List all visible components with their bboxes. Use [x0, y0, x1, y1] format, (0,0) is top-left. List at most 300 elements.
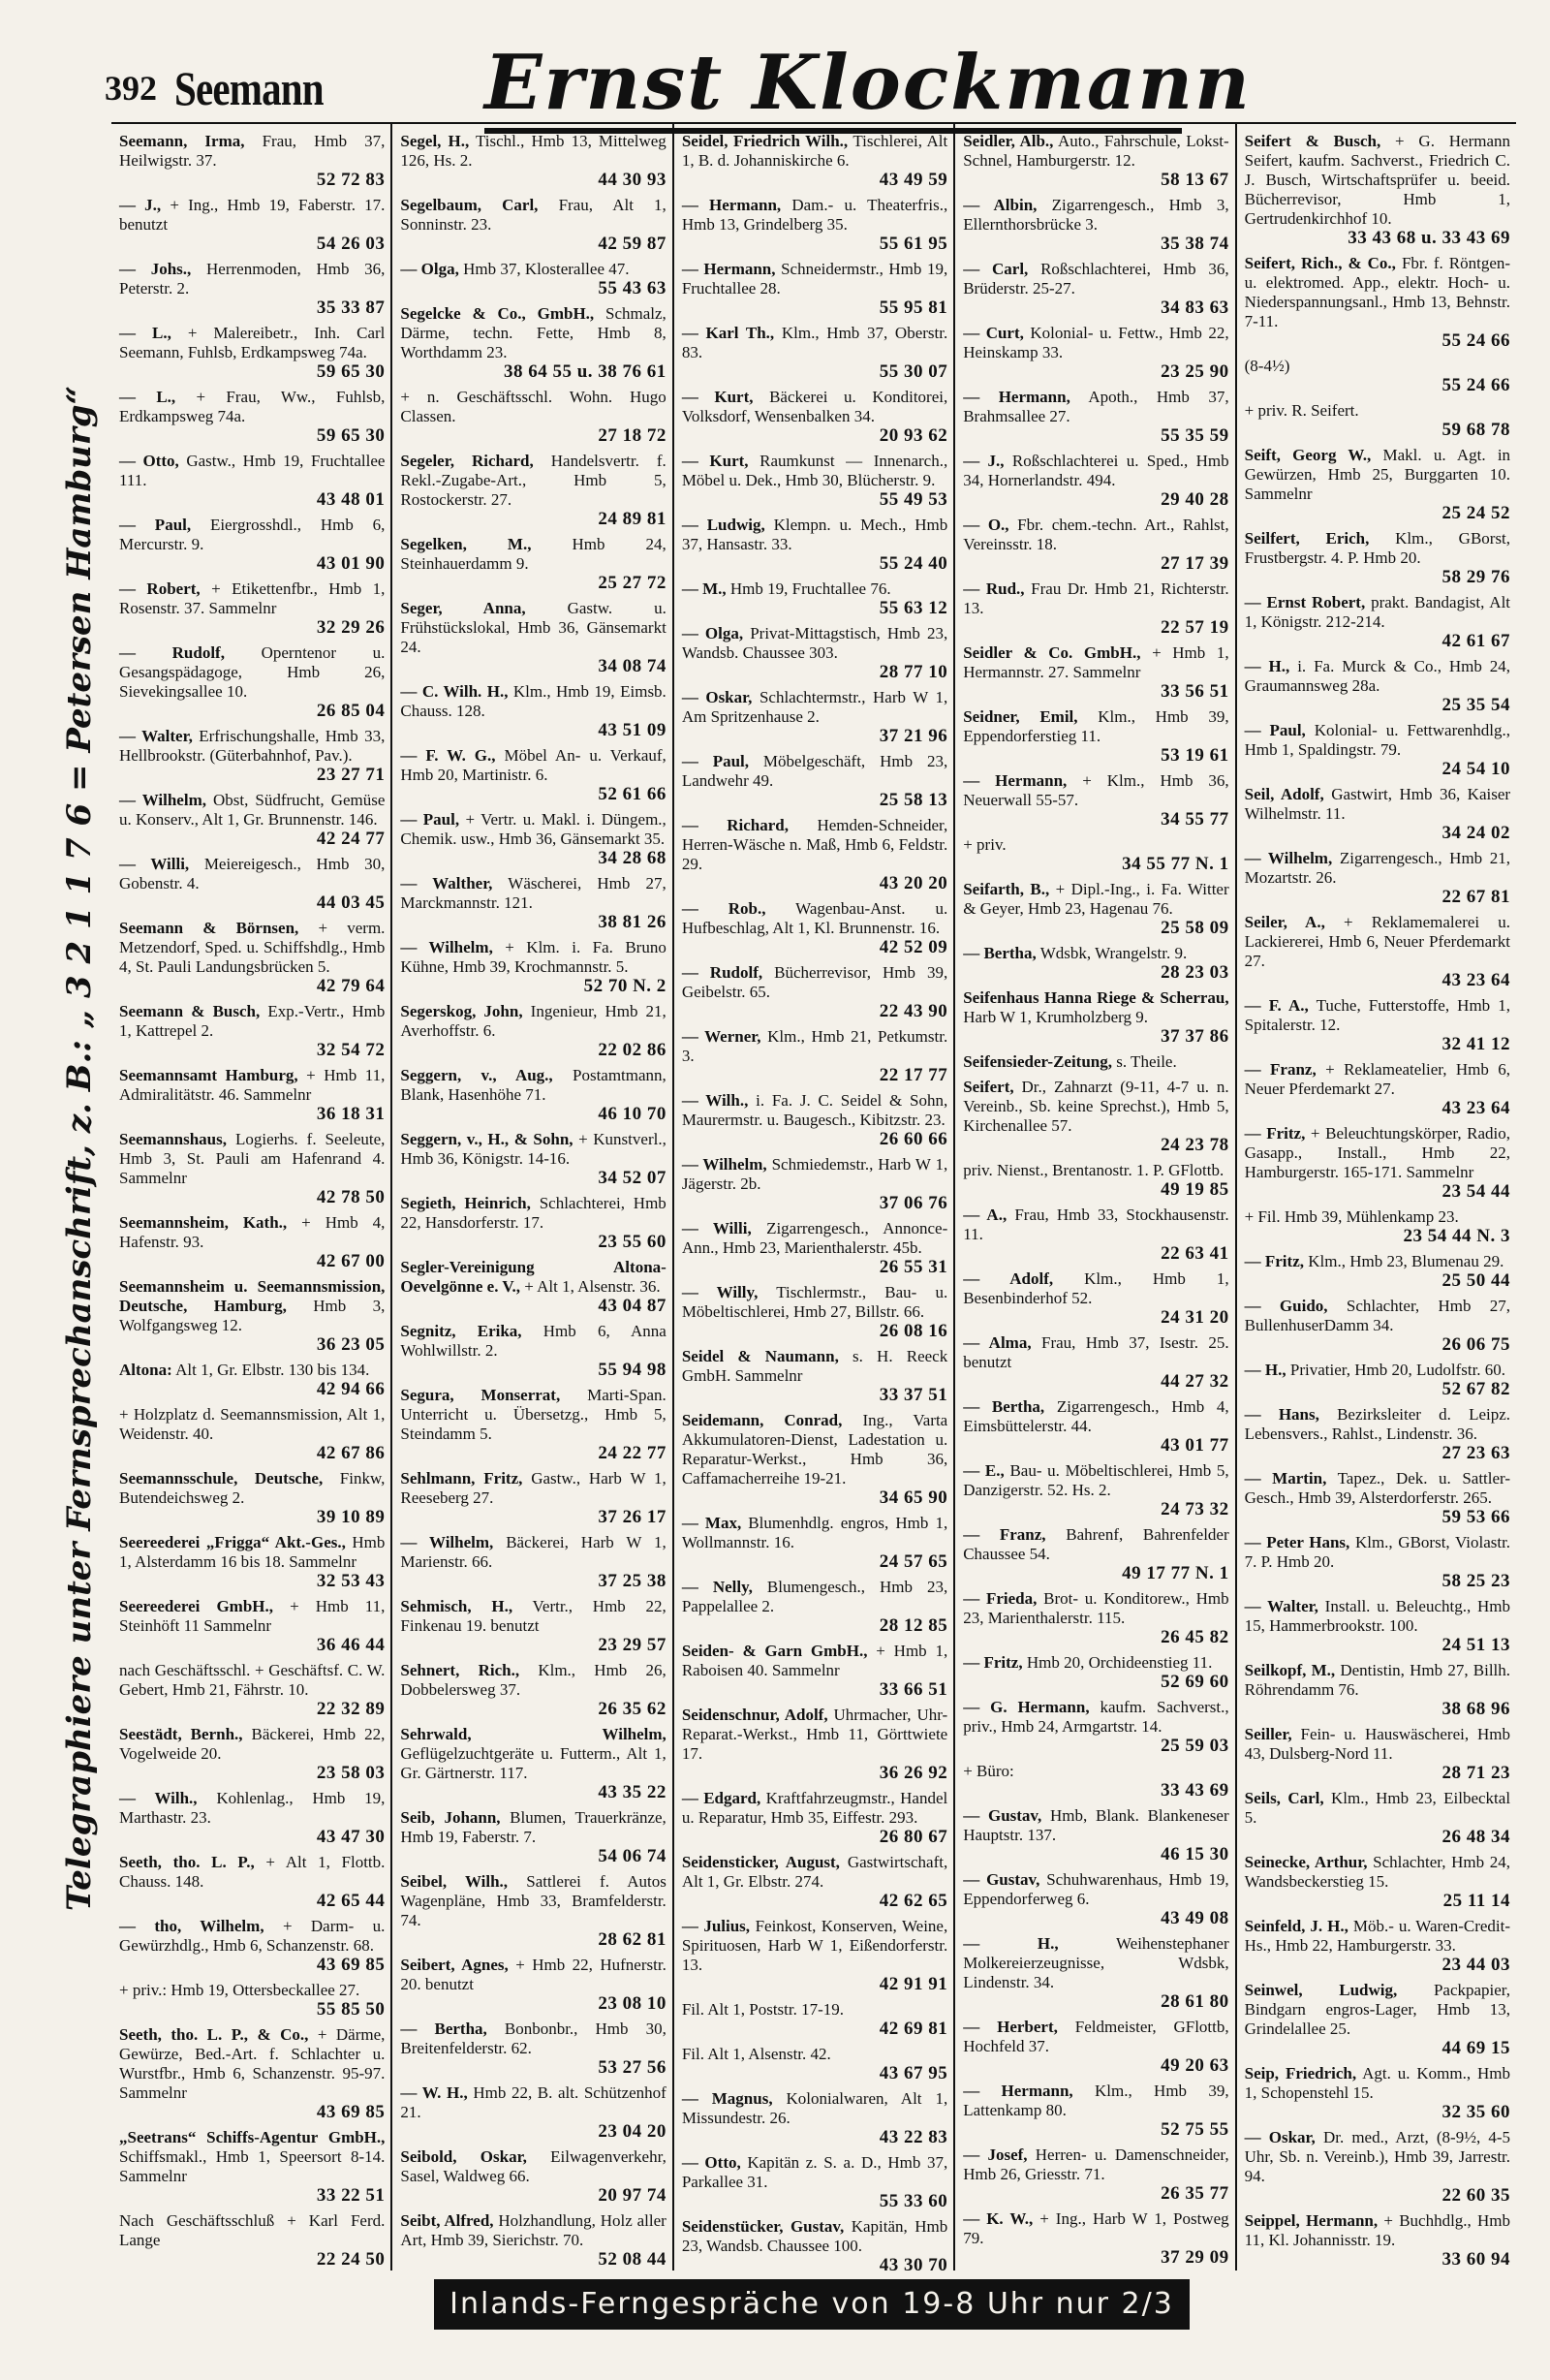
directory-entry [119, 324, 385, 382]
directory-entry [119, 1361, 385, 1399]
entry-phone-number: 26 85 04 [316, 701, 386, 721]
entry-phone-number: 25 24 52 [1442, 503, 1511, 523]
entry-phone-number: 49 20 63 [1161, 2055, 1229, 2076]
entry-detail: + Malereibetr., Inh. Carl Seemann, Fuhlsb, Erdkampsweg 74a. [119, 324, 386, 361]
directory-entry [682, 1283, 947, 1341]
entry-name: — Robert, [119, 579, 201, 598]
entry-detail: Erfrischungshalle, Hmb 33, Hellbrookstr. (Güterbahnhof, Pav.). [119, 727, 386, 765]
entry-detail: Bezirksleiter d. Leipz. Lebensvers., Rahlst., Lindenstr. 36. [1244, 1405, 1511, 1443]
entry-phone-number: 43 69 85 [316, 1955, 386, 1975]
entry-phone-number: 54 26 03 [316, 234, 386, 254]
entry-phone-number: 55 33 60 [879, 2191, 948, 2211]
entry-name: — Olga, [400, 260, 459, 278]
directory-entry [682, 1514, 947, 1572]
entry-name: — Hermann, [681, 260, 776, 278]
directory-entry [1245, 1361, 1510, 1399]
directory-entry [1245, 849, 1510, 907]
entry-detail: Frau Dr. Hmb 21, Richterstr. 13. [963, 579, 1229, 617]
entry-phone-number: 34 65 90 [879, 1488, 948, 1508]
directory-entry [963, 835, 1228, 874]
directory-entry [1245, 1917, 1510, 1975]
directory-entry [963, 1333, 1228, 1392]
entry-detail: + Klm. i. Fa. Bruno Kühne, Hmb 39, Krochmannstr. 5. [400, 938, 666, 976]
entry-name: Seil, Adolf, [1244, 785, 1324, 803]
entry-detail: + Buchhdlg., Hmb 11, Kl. Johannisstr. 19. [1244, 2211, 1511, 2249]
directory-entry [119, 1130, 385, 1207]
directory-entry [682, 579, 947, 618]
entry-detail: Privatier, Hmb 20, Ludolfstr. 60. [1289, 1361, 1506, 1379]
directory-entry [963, 1161, 1228, 1200]
directory-entry [119, 727, 385, 785]
directory-entry [119, 1981, 385, 2020]
entry-phone-number: 43 04 87 [598, 1296, 666, 1316]
entry-detail: + Fil. Hmb 39, Mühlenkamp 23. [1244, 1207, 1459, 1226]
entry-name: — Rudolf, [681, 963, 763, 982]
entry-phone-number: 25 58 09 [1161, 918, 1229, 938]
entry-detail: + Büro: [963, 1762, 1014, 1780]
directory-entry [963, 1269, 1228, 1328]
entry-phone-number: 43 01 77 [1161, 1435, 1229, 1456]
directory-entry [963, 944, 1228, 983]
entry-name: Segelbaum, Carl, [400, 196, 539, 214]
side-band [50, 126, 108, 2171]
entry-name: Seinwel, Ludwig, [1244, 1981, 1398, 1999]
entry-phone-number: 27 23 63 [1442, 1443, 1511, 1463]
directory-column [672, 124, 953, 2270]
entry-detail: Klm., GBorst, Frustbergstr. 4. P. Hmb 20. [1244, 529, 1511, 567]
entry-detail: Install. u. Beleuchtg., Hmb 15, Hammerbrookstr. 100. [1244, 1597, 1511, 1635]
entry-phone-number: 22 60 35 [1442, 2185, 1511, 2206]
directory-entry [1245, 721, 1510, 779]
entry-name: Seidensticker, August, [681, 1853, 840, 1871]
entry-detail: Auto., Fahrschule, Lokst-Schnel, Hamburgerstr. 12. [963, 132, 1229, 170]
entry-name: — Guido, [1244, 1297, 1328, 1315]
directory-entry [963, 1525, 1228, 1583]
entry-name: — Willi, [119, 855, 190, 873]
entry-detail: Bäckerei u. Konditorei, Volksdorf, Wensenbalken 34. [681, 388, 948, 425]
entry-name: — Wilhelm, [400, 1533, 494, 1551]
entry-name: Seidner, Emil, [963, 707, 1078, 726]
entry-name: — L., [119, 388, 176, 406]
entry-detail: Dr., Zahnarzt (9-11, 4-7 u. n. Vereinb., Sb. keine Sprechst.), Hmb 5, Kirchenallee 57. [963, 1078, 1229, 1135]
entry-phone-number: 32 29 26 [316, 617, 386, 638]
entry-name: — Kurt, [681, 388, 754, 406]
entry-name: — Oskar, [681, 688, 753, 706]
entry-name: — Ernst Robert, [1244, 593, 1366, 611]
entry-name: — Paul, [119, 516, 192, 534]
entry-detail: Bücherrevisor, Hmb 39, Geibelstr. 65. [681, 963, 948, 1001]
entry-name: Sehlmann, Fritz, [400, 1469, 523, 1488]
entry-name: Seils, Carl, [1244, 1789, 1324, 1807]
entry-name: Segelcke & Co., GmbH., [400, 304, 595, 323]
entry-detail: Klm., Hmb 39, Lattenkamp 80. [963, 2082, 1229, 2119]
entry-detail: Dentistin, Hmb 27, Billh. Röhrendamm 76. [1244, 1661, 1511, 1699]
entry-phone-number: 42 69 81 [879, 2019, 948, 2039]
entry-name: — Hermann, [681, 196, 782, 214]
directory-entry [1245, 1252, 1510, 1291]
entry-detail: Hmb 3, Wolfgangsweg 12. [119, 1297, 386, 1334]
entry-name: — J., [119, 196, 162, 214]
entry-detail: Klm., Hmb 23, Eilbecktal 5. [1244, 1789, 1511, 1827]
directory-entry [1245, 1405, 1510, 1463]
entry-phone-number: 34 24 02 [1442, 823, 1511, 843]
directory-entry [400, 196, 666, 254]
entry-phone-number: 23 27 71 [316, 765, 386, 785]
directory-entry [682, 452, 947, 510]
directory-entry [400, 1725, 666, 1802]
entry-name: Segler-Vereinigung Altona-Oevelgönne e. V., [400, 1258, 666, 1296]
entry-name: — Rud., [963, 579, 1025, 598]
directory-entry [682, 1091, 947, 1149]
entry-phone-number: 26 55 31 [879, 1257, 948, 1277]
entry-name: — Edgard, [681, 1789, 761, 1807]
entry-phone-number: 42 24 77 [316, 829, 386, 849]
entry-name: — Josef, [963, 2145, 1028, 2164]
directory-entry [119, 1533, 385, 1591]
entry-phone-number: 32 35 60 [1442, 2102, 1511, 2122]
directory-entry [963, 1934, 1228, 2012]
directory-entry [400, 304, 666, 382]
entry-phone-number: 43 69 85 [316, 2102, 386, 2122]
entry-detail: Bahrenf, Bahrenfelder Chaussee 54. [963, 1525, 1229, 1563]
entry-name: — Karl Th., [681, 324, 775, 342]
entry-name: — Peter Hans, [1244, 1533, 1350, 1551]
directory-column [1235, 124, 1516, 2270]
entry-phone-number: 46 15 30 [1161, 1844, 1229, 1864]
entry-phone-number: 43 23 64 [1442, 970, 1511, 990]
entry-detail: Klempn. u. Mech., Hmb 37, Hansastr. 33. [681, 516, 948, 553]
entry-detail: Holzhandlung, Holz aller Art, Hmb 39, Sierichstr. 70. [400, 2211, 666, 2249]
entry-phone-number: 53 19 61 [1161, 745, 1229, 766]
directory-entry [963, 2145, 1228, 2204]
entry-phone-number: 27 17 39 [1161, 553, 1229, 574]
entry-detail: Weihenstephaner Molkereierzeugnisse, Wdsbk, Lindenstr. 34. [963, 1934, 1229, 1991]
directory-entry [1245, 593, 1510, 651]
entry-name: — Wilhelm, [400, 938, 493, 956]
directory-entry [963, 516, 1228, 574]
entry-phone-number: 23 54 44 N. 3 [1403, 1226, 1511, 1246]
entry-phone-number: 26 60 66 [879, 1129, 948, 1149]
entry-name: — Walther, [400, 874, 493, 892]
entry-phone-number: 22 63 41 [1161, 1243, 1229, 1264]
entry-phone-number: 53 27 56 [598, 2057, 666, 2078]
directory-entry [682, 2045, 947, 2083]
directory-entry [682, 324, 947, 382]
entry-phone-number: 52 67 82 [1442, 1379, 1511, 1399]
directory-columns [111, 122, 1516, 2270]
entry-phone-number: 34 83 63 [1161, 298, 1229, 318]
entry-detail: Fein- u. Hauswäscherei, Hmb 43, Dulsberg-Nord 11. [1244, 1725, 1511, 1763]
entry-name: Seifert, Rich., & Co., [1244, 254, 1396, 272]
entry-detail: Klm., Hmb 21, Petkumstr. 3. [681, 1027, 948, 1065]
entry-detail: priv. Nienst., Brentanostr. 1. P. GFlottb. [963, 1161, 1224, 1179]
entry-phone-number: 28 12 85 [879, 1615, 948, 1636]
entry-name: Seidel, Friedrich Wilh., [681, 132, 849, 150]
entry-name: — Johs., [119, 260, 192, 278]
directory-entry [119, 196, 385, 254]
entry-phone-number: 43 23 64 [1442, 1098, 1511, 1118]
entry-detail: Blumengesch., Hmb 23, Pappelallee 2. [681, 1578, 948, 1615]
entry-detail: + Klm., Hmb 36, Neuerwall 55-57. [963, 771, 1229, 809]
entry-detail: + Hmb 1, Raboisen 40. Sammelnr [681, 1642, 948, 1679]
entry-name: — Bertha, [400, 2020, 487, 2038]
entry-detail: Packpapier, Bindgarn engros-Lager, Hmb 13, Grindelallee 25. [1244, 1981, 1511, 2038]
entry-detail: Tapez., Dek. u. Sattler-Gesch., Hmb 39, Alsterdorferstr. 265. [1244, 1469, 1511, 1507]
entry-detail: Möbel An- u. Verkauf, Hmb 20, Martinistr. 6. [400, 746, 666, 784]
entry-name: — Kurt, [681, 452, 749, 470]
entry-name: Seeth, tho. L. P., & Co., [119, 2025, 309, 2044]
entry-name: Seippel, Hermann, [1244, 2211, 1379, 2230]
entry-detail: prakt. Bandagist, Alt 1, Königstr. 212-214. [1244, 593, 1511, 631]
entry-phone-number: 23 54 44 [1442, 1181, 1511, 1202]
entry-phone-number: 23 55 60 [598, 1232, 666, 1252]
entry-phone-number: 44 03 45 [316, 892, 386, 913]
entry-phone-number: 25 35 54 [1442, 695, 1511, 715]
entry-name: — Bertha, [963, 1397, 1045, 1416]
entry-detail: Klm., Hmb 19, Eimsb. Chauss. 128. [400, 682, 666, 720]
entry-phone-number: 25 58 13 [879, 790, 948, 810]
entry-phone-number: 36 26 92 [879, 1763, 948, 1783]
entry-phone-number: 54 06 74 [598, 1846, 666, 1866]
entry-name: — Otto, [681, 2153, 741, 2172]
entry-name: Seemann, Irma, [119, 132, 245, 150]
entry-name: Seemannsheim u. Seemannsmission, Deutsche, Hamburg, [119, 1277, 386, 1315]
entry-phone-number: 55 43 63 [598, 278, 666, 298]
entry-detail: Klm., GBorst, Violastr. 7. P. Hmb 20. [1244, 1533, 1511, 1571]
directory-entry [119, 643, 385, 721]
entry-phone-number: 26 45 82 [1161, 1627, 1229, 1647]
directory-entry [682, 1411, 947, 1508]
entry-name: — L., [119, 324, 171, 342]
entry-detail: Eiergrosshdl., Hmb 6, Mercurstr. 9. [119, 516, 386, 553]
entry-phone-number: 25 59 03 [1161, 1736, 1229, 1756]
directory-entry [963, 196, 1228, 254]
directory-entry [682, 1155, 947, 1213]
directory-entry [119, 452, 385, 510]
entry-name: — H., [963, 1934, 1059, 1953]
entry-name: Segel, H., [400, 132, 470, 150]
entry-detail: Fil. Alt 1, Poststr. 17-19. [681, 2000, 845, 2019]
entry-phone-number: 22 32 89 [316, 1699, 386, 1719]
entry-name: Sehmisch, H., [400, 1597, 513, 1615]
entry-name: — Franz, [1244, 1060, 1317, 1079]
entry-detail: Schuhwarenhaus, Hmb 19, Eppendorferweg 6. [963, 1870, 1229, 1908]
directory-entry [963, 643, 1228, 702]
entry-name: — W. H., [400, 2083, 468, 2102]
directory-column [953, 124, 1234, 2270]
entry-phone-number: 43 51 09 [598, 720, 666, 740]
directory-entry [963, 260, 1228, 318]
entry-phone-number: 49 17 77 N. 1 [1122, 1563, 1229, 1583]
directory-entry [119, 132, 385, 190]
directory-entry [119, 855, 385, 913]
entry-name: — Rudolf, [119, 643, 225, 662]
entry-detail: Hmb 22, B. alt. Schützenhof 21. [400, 2083, 666, 2121]
entry-phone-number: 42 67 86 [316, 1443, 386, 1463]
entry-detail: Bonbonbr., Hmb 30, Breitenfelderstr. 62. [400, 2020, 666, 2057]
entry-phone-number: 55 85 50 [316, 1999, 386, 2020]
directory-entry [1245, 1207, 1510, 1246]
directory-entry [119, 791, 385, 849]
directory-entry [963, 1206, 1228, 1264]
entry-phone-number: 28 77 10 [879, 662, 948, 682]
entry-name: Seilkopf, M., [1244, 1661, 1336, 1679]
entry-name: Seifert, [963, 1078, 1014, 1096]
entry-name: Sehnert, Rich., [400, 1661, 520, 1679]
entry-detail: Roßschlachterei u. Sped., Hmb 34, Hornerlandstr. 494. [963, 452, 1229, 489]
entry-name: — C. Wilh. H., [400, 682, 509, 701]
directory-entry [1245, 1725, 1510, 1783]
entry-name: Segeler, Richard, [400, 452, 534, 470]
entry-phone-number: 38 68 96 [1442, 1699, 1511, 1719]
entry-phone-number: 26 35 77 [1161, 2183, 1229, 2204]
entry-detail: Schneidermstr., Hmb 19, Fruchtallee 28. [681, 260, 948, 298]
entry-name: — Wilhelm, [1244, 849, 1333, 867]
entry-phone-number: 52 70 N. 2 [583, 976, 666, 996]
entry-detail: Frau, Hmb 33, Stockhausenstr. 11. [963, 1206, 1229, 1243]
entry-phone-number: 24 57 65 [879, 1551, 948, 1572]
entry-phone-number: 28 23 03 [1161, 962, 1229, 983]
entry-detail: + Beleuchtungskörper, Radio, Gasapp., Install., Hmb 22, Hamburgerstr. 165-171. Sammelnr [1244, 1124, 1511, 1181]
entry-phone-number: 25 11 14 [1442, 1891, 1511, 1911]
directory-entry [682, 1706, 947, 1783]
entry-detail: Möbelgeschäft, Hmb 23, Landwehr 49. [681, 752, 948, 790]
entry-name: — Walter, [1244, 1597, 1318, 1615]
directory-entry [400, 1469, 666, 1527]
entry-detail: + Reklameatelier, Hmb 6, Neuer Pferdemarkt 27. [1244, 1060, 1511, 1098]
entry-name: Seip, Friedrich, [1244, 2064, 1357, 2082]
entry-detail: Frau, Hmb 37, Heilwigstr. 37. [119, 132, 386, 170]
entry-phone-number: 42 62 65 [879, 1891, 948, 1911]
entry-detail: kaufm. Sachverst., priv., Hmb 24, Armgartstr. 14. [963, 1698, 1229, 1736]
entry-name: — Otto, [119, 452, 179, 470]
entry-detail: Frau, Hmb 37, Isestr. 25. benutzt [963, 1333, 1229, 1371]
entry-detail: Möb.- u. Waren-Credit-Hs., Hmb 22, Hamburgerstr. 33. [1244, 1917, 1511, 1955]
entry-name: — Martin, [1244, 1469, 1327, 1488]
entry-detail: Alt 1, Gr. Elbstr. 130 bis 134. [175, 1361, 370, 1379]
entry-phone-number: 55 94 98 [598, 1360, 666, 1380]
entry-phone-number: 43 49 08 [1161, 1908, 1229, 1928]
directory-entry [400, 535, 666, 593]
entry-detail: Schiffsmakl., Hmb 1, Speersort 8-14. Sammelnr [119, 2147, 386, 2185]
directory-entry [682, 2000, 947, 2039]
entry-detail: Herrenmoden, Hmb 36, Peterstr. 2. [119, 260, 386, 298]
entry-phone-number: 33 37 51 [879, 1385, 948, 1405]
entry-detail: + Frau, Ww., Fuhlsb, Erdkampsweg 74a. [119, 388, 386, 425]
directory-entry [400, 452, 666, 529]
directory-entry [400, 2020, 666, 2078]
entry-detail: + Hmb 22, Hufnerstr. 20. benutzt [400, 1956, 666, 1993]
entry-name: — Wilh., [119, 1789, 198, 1807]
entry-detail: Ingenieur, Hmb 21, Averhoffstr. 6. [400, 1002, 666, 1040]
directory-entry [119, 1469, 385, 1527]
entry-name: — Fritz, [963, 1653, 1023, 1672]
directory-entry [682, 1219, 947, 1277]
entry-detail: Klm., Hmb 1, Besenbinderhof 52. [963, 1269, 1229, 1307]
entry-detail: Kolonial- u. Fettw., Hmb 22, Heinskamp 33. [963, 324, 1229, 361]
entry-name: Seemannsschule, Deutsche, [119, 1469, 324, 1488]
entry-detail: Marti-Span. Unterricht u. Übersetzg., Hmb 5, Steindamm 5. [400, 1386, 666, 1443]
directory-entry [682, 196, 947, 254]
directory-entry [119, 1405, 385, 1463]
entry-phone-number: 43 49 59 [879, 170, 948, 190]
page-head-word: Seemann [174, 61, 324, 115]
entry-detail: Wdsbk, Wrangelstr. 9. [1039, 944, 1188, 962]
directory-entry [119, 388, 385, 446]
entry-detail: + G. Hermann Seifert, kaufm. Sachverst., Friedrich C. J. Busch, Wirtschaftsprüfer u. beeid. Bücherrevisor, Hmb 1, Gertrudenkirchhof 10. [1244, 132, 1511, 228]
entry-detail: Hmb 24, Steinhauerdamm 9. [400, 535, 666, 573]
directory-entry [119, 1213, 385, 1271]
entry-phone-number: 26 06 75 [1442, 1334, 1511, 1355]
entry-phone-number: 24 22 77 [598, 1443, 666, 1463]
entry-detail: Schmiedemstr., Harb W 1, Jägerstr. 2b. [681, 1155, 948, 1193]
entry-phone-number: 42 94 66 [316, 1379, 386, 1399]
entry-name: — Frieda, [963, 1589, 1038, 1608]
directory-entry [1245, 254, 1510, 351]
entry-name: — Rob., [681, 899, 766, 918]
directory-entry [1245, 1124, 1510, 1202]
entry-phone-number: 46 10 70 [598, 1104, 666, 1124]
directory-entry [1245, 446, 1510, 523]
entry-phone-number: 33 56 51 [1161, 681, 1229, 702]
entry-name: Segura, Monserrat, [400, 1386, 561, 1404]
entry-name: — Hermann, [963, 771, 1068, 790]
entry-phone-number: 44 30 93 [598, 170, 666, 190]
entry-phone-number: 38 81 26 [598, 912, 666, 932]
entry-detail: Bau- u. Möbeltischlerei, Hmb 5, Danzigerstr. 52. Hs. 2. [963, 1461, 1229, 1499]
entry-phone-number: 42 79 64 [316, 976, 386, 996]
entry-phone-number: 43 22 83 [879, 2127, 948, 2147]
entry-detail: + Alt 1, Alsenstr. 36. [524, 1277, 661, 1296]
directory-entry [1245, 1661, 1510, 1719]
entry-phone-number: 37 06 76 [879, 1193, 948, 1213]
footer-notice: Inlands-Ferngespräche von 19-8 Uhr nur 2/3 Gebühr [434, 2279, 1190, 2330]
directory-entry [1245, 1597, 1510, 1655]
entry-detail: Schlachterei, Hmb 22, Hansdorferstr. 17. [400, 1194, 666, 1232]
directory-entry [682, 132, 947, 190]
entry-detail: Hmb, Blank. Blankeneser Hauptstr. 137. [963, 1806, 1229, 1844]
entry-phone-number: 24 73 32 [1161, 1499, 1229, 1519]
entry-phone-number: 39 10 89 [316, 1507, 386, 1527]
entry-detail: s. H. Reeck GmbH. Sammelnr [681, 1347, 948, 1385]
directory-entry [400, 1066, 666, 1124]
entry-name: — A., [963, 1206, 1008, 1224]
entry-phone-number: 25 50 44 [1442, 1270, 1511, 1291]
entry-detail: Fbr. chem.-techn. Art., Rahlst, Vereinsstr. 18. [963, 516, 1229, 553]
directory-entry [682, 816, 947, 893]
entry-phone-number: 55 24 66 [1442, 375, 1511, 395]
entry-name: — Nelly, [681, 1578, 753, 1596]
entry-phone-number: 52 08 44 [598, 2249, 666, 2270]
entry-detail: + priv.: Hmb 19, Ottersbeckallee 27. [119, 1981, 360, 1999]
entry-name: — F. W. G., [400, 746, 496, 765]
entry-name: Seibt, Alfred, [400, 2211, 494, 2230]
entry-phone-number: 59 65 30 [316, 425, 386, 446]
entry-phone-number: 43 35 22 [598, 1782, 666, 1802]
entry-detail: + Ing., Harb W 1, Postweg 79. [963, 2209, 1229, 2247]
entry-detail: + Alt 1, Flottb. Chauss. 148. [119, 1853, 386, 1891]
entry-phone-number: 24 89 81 [598, 509, 666, 529]
directory-entry [682, 1347, 947, 1405]
entry-name: — K. W., [963, 2209, 1034, 2228]
entry-detail: Brot- u. Konditorew., Hmb 23, Marienthalerstr. 115. [963, 1589, 1229, 1627]
directory-entry [119, 1789, 385, 1847]
directory-entry [1245, 2211, 1510, 2270]
entry-name: Seibert, Agnes, [400, 1956, 509, 1974]
entry-phone-number: 42 67 00 [316, 1251, 386, 1271]
directory-entry [682, 516, 947, 574]
entry-name: Seift, Georg W., [1244, 446, 1372, 464]
